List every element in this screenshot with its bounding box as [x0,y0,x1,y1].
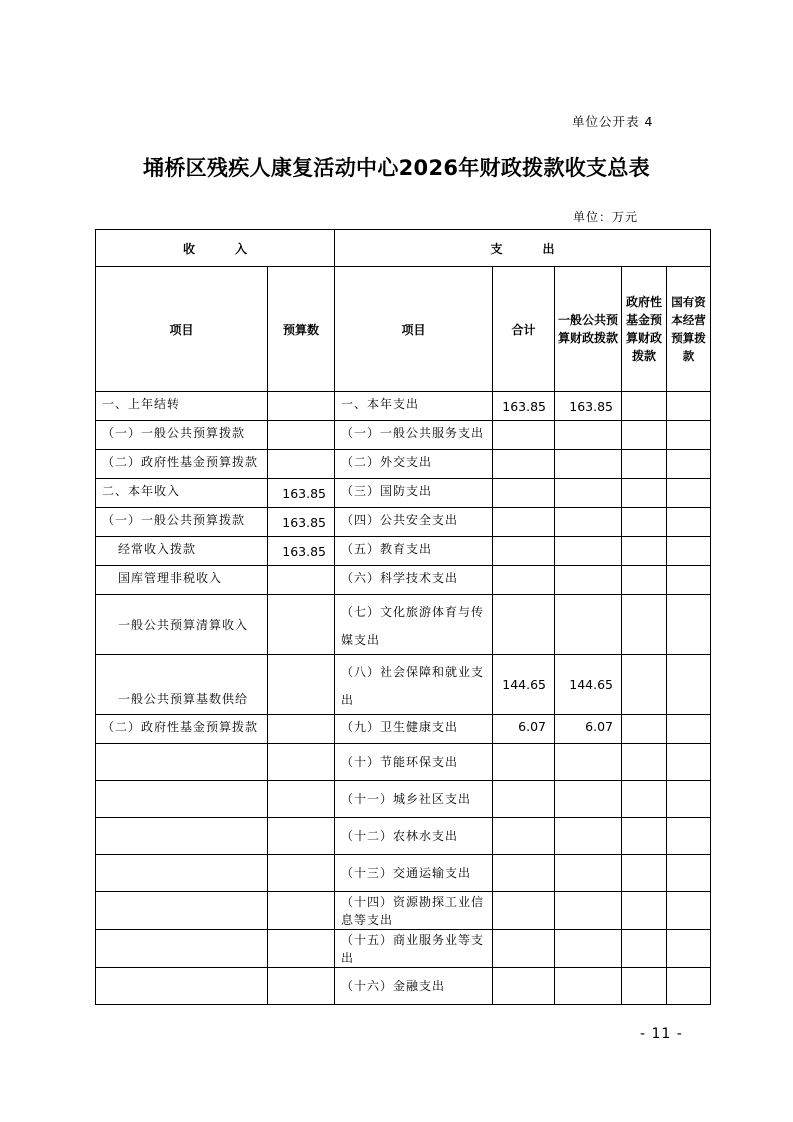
page-number: - 11 - [640,1026,683,1042]
expense-capital [667,855,711,892]
table-row [96,818,711,855]
expense-total [493,566,555,595]
table-row [96,968,711,1005]
expense-item: （三）国防支出 [335,479,493,508]
table-row [96,421,711,450]
expense-general [555,450,622,479]
table-row [96,508,711,537]
income-budget [268,566,335,595]
col-total: 合计 [493,267,555,392]
table-row [96,715,711,744]
income-budget [268,892,335,930]
expense-item: （七）文化旅游体育与传媒支出 [335,595,493,655]
expense-total [493,855,555,892]
expense-capital [667,781,711,818]
expense-general [555,537,622,566]
expense-header: 支出 [335,230,711,267]
income-item: 一般公共预算基数供给 [96,655,268,715]
expense-fund [622,715,667,744]
expense-capital [667,595,711,655]
expense-capital [667,715,711,744]
table-row [96,744,711,781]
expense-fund [622,781,667,818]
expense-fund [622,744,667,781]
table-row [96,855,711,892]
expense-item: （六）科学技术支出 [335,566,493,595]
income-item [96,744,268,781]
expense-capital [667,655,711,715]
expense-general [555,855,622,892]
income-header: 收入 [96,230,335,267]
expense-general: 144.65 [555,655,622,715]
expense-capital [667,421,711,450]
expense-general [555,781,622,818]
income-item: 二、本年收入 [96,479,268,508]
table-row [96,479,711,508]
col-general-budget: 一般公共预算财政拨款 [555,267,622,392]
expense-fund [622,892,667,930]
table-row [96,450,711,479]
expense-general [555,930,622,968]
expense-total [493,595,555,655]
expense-capital [667,537,711,566]
expense-capital [667,479,711,508]
expense-capital [667,566,711,595]
table-row [96,392,711,421]
expense-capital [667,508,711,537]
expense-total [493,968,555,1005]
income-budget [268,392,335,421]
expense-fund [622,855,667,892]
income-budget: 163.85 [268,537,335,566]
unit-label: 单位：万元 [573,210,639,224]
form-number: 单位公开表 4 [572,114,654,129]
expense-fund [622,655,667,715]
income-item: 国库管理非税收入 [96,566,268,595]
income-item [96,968,268,1005]
expense-fund [622,421,667,450]
expense-total [493,479,555,508]
income-item [96,818,268,855]
expense-general [555,479,622,508]
income-item: （一）一般公共预算拨款 [96,421,268,450]
expense-general [555,595,622,655]
income-budget [268,930,335,968]
expense-item: （一）一般公共服务支出 [335,421,493,450]
expense-item: （十一）城乡社区支出 [335,781,493,818]
expense-general [555,744,622,781]
expense-general [555,818,622,855]
expense-fund [622,479,667,508]
income-budget [268,781,335,818]
col-expense-item: 项目 [335,267,493,392]
expense-item: （八）社会保障和就业支出 [335,655,493,715]
income-item: 经常收入拨款 [96,537,268,566]
expense-fund [622,537,667,566]
income-budget [268,715,335,744]
expense-total [493,450,555,479]
table-row [96,655,711,715]
income-item [96,855,268,892]
expense-general [555,566,622,595]
income-budget [268,450,335,479]
budget-table [95,229,711,1005]
expense-item: （五）教育支出 [335,537,493,566]
expense-general [555,421,622,450]
income-budget: 163.85 [268,508,335,537]
expense-total [493,930,555,968]
table-row [96,930,711,968]
expense-item: （十六）金融支出 [335,968,493,1005]
expense-total [493,537,555,566]
expense-capital [667,450,711,479]
expense-total [493,818,555,855]
expense-item: （十四）资源勘探工业信息等支出 [335,892,493,930]
income-item [96,892,268,930]
income-item: （二）政府性基金预算拨款 [96,715,268,744]
table-row [96,566,711,595]
page-title: 埇桥区残疾人康复活动中心2026年财政拨款收支总表 [143,156,650,180]
expense-total [493,508,555,537]
income-item: （二）政府性基金预算拨款 [96,450,268,479]
expense-general: 6.07 [555,715,622,744]
income-item: 一般公共预算清算收入 [96,595,268,655]
income-item [96,930,268,968]
expense-fund [622,968,667,1005]
expense-capital [667,392,711,421]
expense-capital [667,744,711,781]
expense-capital [667,968,711,1005]
income-budget: 163.85 [268,479,335,508]
expense-total [493,892,555,930]
expense-total: 163.85 [493,392,555,421]
expense-item: （十二）农林水支出 [335,818,493,855]
col-income-item: 项目 [96,267,268,392]
expense-total [493,744,555,781]
expense-total [493,421,555,450]
expense-fund [622,450,667,479]
expense-general: 163.85 [555,392,622,421]
income-budget [268,818,335,855]
expense-capital [667,930,711,968]
income-budget [268,421,335,450]
expense-item: （十）节能环保支出 [335,744,493,781]
expense-item: （四）公共安全支出 [335,508,493,537]
expense-fund [622,392,667,421]
income-item: 一、上年结转 [96,392,268,421]
table-row [96,537,711,566]
expense-fund [622,818,667,855]
income-budget [268,655,335,715]
expense-fund [622,595,667,655]
income-budget [268,595,335,655]
expense-item: （二）外交支出 [335,450,493,479]
expense-fund [622,566,667,595]
income-budget [268,855,335,892]
table-row [96,595,711,655]
expense-item: （十三）交通运输支出 [335,855,493,892]
expense-total: 6.07 [493,715,555,744]
expense-item: （十五）商业服务业等支出 [335,930,493,968]
table-row [96,781,711,818]
income-budget [268,968,335,1005]
expense-fund [622,508,667,537]
expense-capital [667,818,711,855]
expense-total: 144.65 [493,655,555,715]
income-item: （一）一般公共预算拨款 [96,508,268,537]
expense-general [555,968,622,1005]
col-income-budget: 预算数 [268,267,335,392]
income-item [96,781,268,818]
col-gov-fund: 政府性基金预算财政拨款 [622,267,667,392]
expense-item: 一、本年支出 [335,392,493,421]
expense-fund [622,930,667,968]
expense-total [493,781,555,818]
expense-capital [667,892,711,930]
expense-general [555,892,622,930]
income-budget [268,744,335,781]
expense-general [555,508,622,537]
expense-item: （九）卫生健康支出 [335,715,493,744]
col-state-capital: 国有资本经营预算拨款 [667,267,711,392]
table-row [96,892,711,930]
